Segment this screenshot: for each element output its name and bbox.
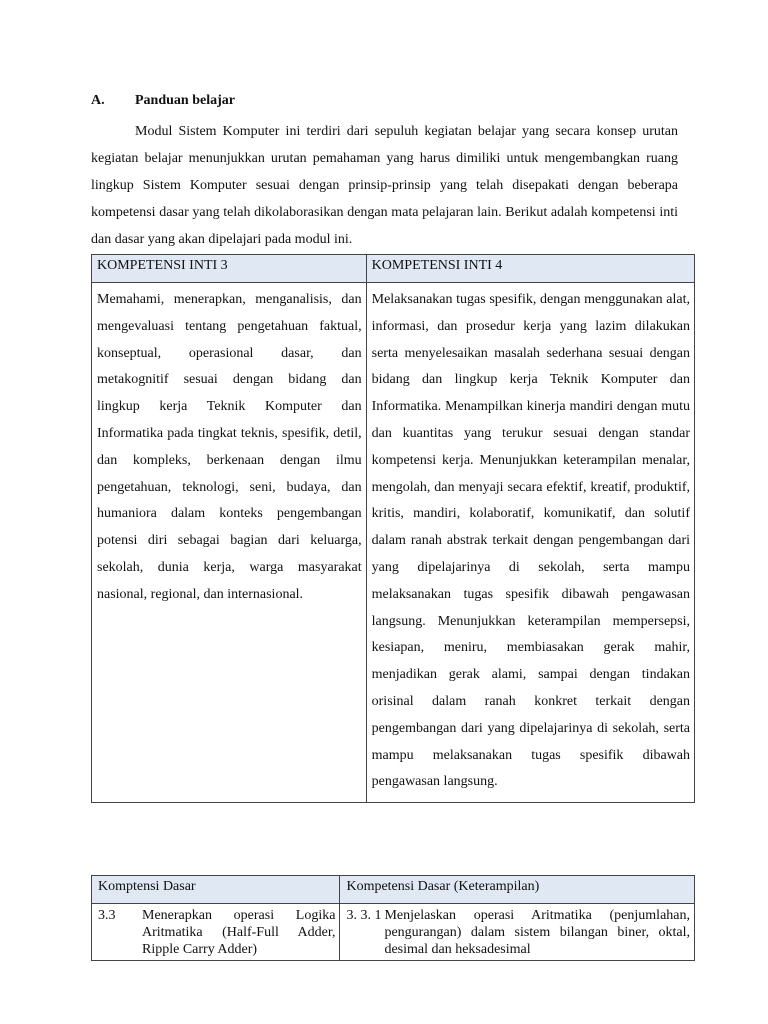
ket-number: 3. 3. 1 xyxy=(346,908,382,923)
header-ki3: KOMPETENSI INTI 3 xyxy=(92,255,367,283)
table-header-row xyxy=(92,876,695,904)
cell-kd-keterampilan xyxy=(340,904,695,961)
section-number: A. xyxy=(91,93,105,108)
header-kd-keterampilan: Kompetensi Dasar (Keterampilan) xyxy=(340,876,695,904)
intro-text: Modul Sistem Komputer ini terdiri dari sepuluh kegiatan belajar yang secara konsep urutan kegiatan belajar menunjukkan urutan pemahaman yang harus dimiliki untuk mengembangkan ruang lingkup Sistem Komputer sesuai dengan prinsip-prinsip yang telah disepakati dengan beberapa kompetensi dasar yang telah dikolaborasikan dengan mata pelajaran lain. Berikut adalah kompetensi inti dan dasar yang akan dipelajari pada modul ini. xyxy=(91,124,678,247)
cell-ki3: Memahami, menerapkan, menganalisis, dan mengevaluasi tentang pengetahuan faktual, konseptual, operasional dasar, dan metakognitif sesuai dengan bidang dan lingkup kerja Teknik Komputer dan Informatika pada tingkat teknis, spesifik, detil, dan kompleks, berkenaan dengan ilmu pengetahuan, teknologi, seni, budaya, dan humaniora dalam konteks pengembangan potensi diri sebagai bagian dari keluarga, sekolah, dunia kerja, warga masyarakat nasional, regional, dan internasional. xyxy=(92,283,367,803)
kd-number: 3.3 xyxy=(98,908,116,923)
table-row xyxy=(92,283,695,803)
cell-ki4: Melaksanakan tugas spesifik, dengan menggunakan alat, informasi, dan prosedur kerja yang lazim dilakukan serta menyelesaikan masalah sederhana sesuai dengan bidang dan lingkup kerja Teknik Komputer dan Informatika. Menampilkan kinerja mandiri dengan mutu dan kuantitas yang terukur sesuai dengan standar kompetensi kerja. Menunjukkan keterampilan menalar, mengolah, dan menyaji secara efektif, kreatif, produktif, kritis, mandiri, kolaboratif, komunikatif, dan solutif dalam ranah abstrak terkait dengan pengembangan dari yang dipelajarinya di sekolah, serta mampu melaksanakan tugas spesifik dibawah pengawasan langsung. Menunjukkan keterampilan mempersepsi, kesiapan, meniru, membiasakan gerak mahir, menjadikan gerak alami, sampai dengan tindakan orisinal dalam ranah konkret terkait dengan pengembangan dari yang dipelajarinya di sekolah, serta mampu melaksanakan tugas spesifik dibawah pengawasan langsung. xyxy=(366,283,694,803)
intro-paragraph xyxy=(91,118,678,253)
kd-text: Menerapkan operasi Logika Aritmatika (Half-Full Adder, Ripple Carry Adder) xyxy=(142,908,336,957)
table-row xyxy=(92,904,695,961)
section-title: Panduan belajar xyxy=(135,93,235,108)
cell-kd xyxy=(92,904,340,961)
kompetensi-dasar-table xyxy=(91,875,695,961)
kompetensi-inti-table xyxy=(91,254,695,803)
ket-text: Menjelaskan operasi Aritmatika (penjumlahan, pengurangan) dalam sistem bilangan biner, oktal, desimal dan heksadesimal xyxy=(384,908,690,957)
header-ki4: KOMPETENSI INTI 4 xyxy=(366,255,694,283)
section-heading xyxy=(91,93,235,109)
header-kd: Komptensi Dasar xyxy=(92,876,340,904)
table-header-row xyxy=(92,255,695,283)
